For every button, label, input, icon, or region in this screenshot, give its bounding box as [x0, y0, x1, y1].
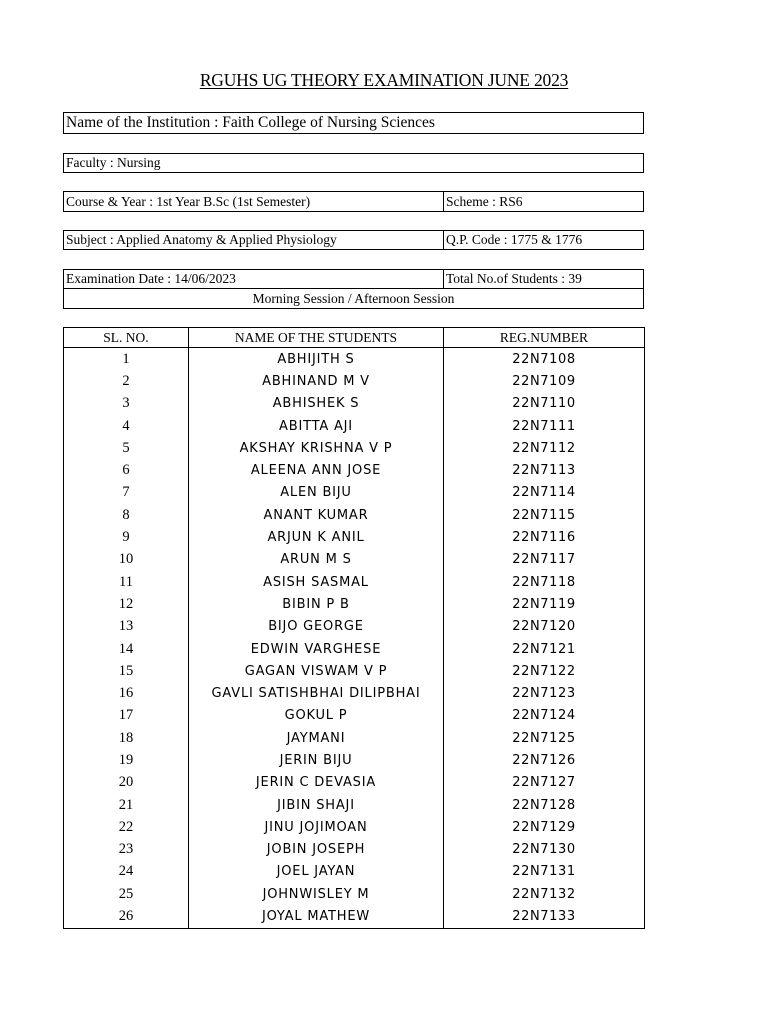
reg-number-cell: 22N7123 — [444, 682, 645, 704]
student-name-cell: JOBIN JOSEPH — [189, 839, 444, 861]
reg-number-cell: 22N7116 — [444, 526, 645, 548]
reg-number-cell: 22N7130 — [444, 839, 645, 861]
table-row — [64, 638, 645, 660]
student-name-cell: ASISH SASMAL — [189, 571, 444, 593]
sl-no-cell: 23 — [64, 839, 189, 861]
reg-number-cell: 22N7108 — [444, 348, 645, 371]
table-row — [64, 794, 645, 816]
reg-number-cell: 22N7113 — [444, 459, 645, 481]
session-label: Morning Session / Afternoon Session — [252, 291, 455, 306]
student-name-cell: JERIN C DEVASIA — [189, 772, 444, 794]
student-name-cell: ABHIJITH S — [189, 348, 444, 371]
student-name-cell: GAVLI SATISHBHAI DILIPBHAI — [189, 682, 444, 704]
reg-number-cell: 22N7126 — [444, 749, 645, 771]
exam-date-label: Examination Date : 14/06/2023 — [66, 271, 236, 286]
reg-number-cell: 22N7131 — [444, 861, 645, 883]
student-name-cell: JOYAL MATHEW — [189, 905, 444, 928]
table-row — [64, 393, 645, 415]
reg-number-cell: 22N7120 — [444, 616, 645, 638]
student-name-cell: JOEL JAYAN — [189, 861, 444, 883]
student-name-cell: JERIN BIJU — [189, 749, 444, 771]
student-name-cell: EDWIN VARGHESE — [189, 638, 444, 660]
table-row — [64, 437, 645, 459]
sl-no-cell: 5 — [64, 437, 189, 459]
subject-qpcode-row — [63, 230, 644, 250]
scheme-label: Scheme : RS6 — [443, 192, 643, 211]
reg-number-cell: 22N7110 — [444, 393, 645, 415]
sl-no-cell: 3 — [64, 393, 189, 415]
students-table — [63, 327, 645, 929]
reg-number-cell: 22N7128 — [444, 794, 645, 816]
sl-no-cell: 10 — [64, 549, 189, 571]
student-name-cell: BIBIN P B — [189, 593, 444, 615]
reg-number-cell: 22N7125 — [444, 727, 645, 749]
total-students-label: Total No.of Students : 39 — [443, 270, 643, 288]
reg-number-cell: 22N7109 — [444, 370, 645, 392]
table-row — [64, 705, 645, 727]
table-row — [64, 415, 645, 437]
sl-no-cell: 1 — [64, 348, 189, 371]
reg-number-cell: 22N7117 — [444, 549, 645, 571]
student-name-cell: AKSHAY KRISHNA V P — [189, 437, 444, 459]
reg-number-cell: 22N7112 — [444, 437, 645, 459]
student-name-cell: ARJUN K ANIL — [189, 526, 444, 548]
sl-no-cell: 16 — [64, 682, 189, 704]
reg-number-cell: 22N7119 — [444, 593, 645, 615]
student-name-cell: ANANT KUMAR — [189, 504, 444, 526]
sl-no-cell: 6 — [64, 459, 189, 481]
table-row — [64, 839, 645, 861]
student-name-cell: ALEENA ANN JOSE — [189, 459, 444, 481]
student-name-cell: BIJO GEORGE — [189, 616, 444, 638]
table-row — [64, 482, 645, 504]
student-name-cell: ABITTA AJI — [189, 415, 444, 437]
subject-label: Subject : Applied Anatomy & Applied Physiology — [66, 232, 337, 248]
sl-no-cell: 18 — [64, 727, 189, 749]
sl-no-cell: 22 — [64, 816, 189, 838]
student-name-cell: ABHISHEK S — [189, 393, 444, 415]
column-header-reg-number: REG.NUMBER — [444, 328, 645, 348]
student-name-cell: GAGAN VISWAM V P — [189, 660, 444, 682]
document-title: RGUHS UG THEORY EXAMINATION JUNE 2023 — [199, 70, 569, 90]
sl-no-cell: 8 — [64, 504, 189, 526]
table-row — [64, 816, 645, 838]
table-row — [64, 459, 645, 481]
institution-row — [63, 112, 644, 134]
student-name-cell: ABHINAND M V — [189, 370, 444, 392]
course-scheme-row — [63, 191, 644, 212]
reg-number-cell: 22N7127 — [444, 772, 645, 794]
sl-no-cell: 11 — [64, 571, 189, 593]
table-row — [64, 348, 645, 371]
table-row — [64, 883, 645, 905]
sl-no-cell: 25 — [64, 883, 189, 905]
table-row — [64, 504, 645, 526]
column-header-sl-no: SL. NO. — [64, 328, 189, 348]
course-year-label: Course & Year : 1st Year B.Sc (1st Semester) — [66, 193, 311, 209]
sl-no-cell: 13 — [64, 616, 189, 638]
faculty-row — [63, 153, 644, 173]
table-row — [64, 660, 645, 682]
reg-number-cell: 22N7133 — [444, 905, 645, 928]
sl-no-cell: 4 — [64, 415, 189, 437]
table-row — [64, 749, 645, 771]
institution-label: Name of the Institution : Faith College of Nursing Sciences — [66, 114, 435, 132]
table-row — [64, 905, 645, 928]
sl-no-cell: 7 — [64, 482, 189, 504]
faculty-label: Faculty : Nursing — [66, 155, 161, 171]
sl-no-cell: 17 — [64, 705, 189, 727]
table-row — [64, 772, 645, 794]
table-row — [64, 549, 645, 571]
sl-no-cell: 9 — [64, 526, 189, 548]
sl-no-cell: 21 — [64, 794, 189, 816]
sl-no-cell: 2 — [64, 370, 189, 392]
sl-no-cell: 20 — [64, 772, 189, 794]
table-header-row — [64, 328, 645, 348]
table-row — [64, 727, 645, 749]
sl-no-cell: 14 — [64, 638, 189, 660]
table-row — [64, 571, 645, 593]
table-row — [64, 526, 645, 548]
student-name-cell: JAYMANI — [189, 727, 444, 749]
reg-number-cell: 22N7115 — [444, 504, 645, 526]
reg-number-cell: 22N7122 — [444, 660, 645, 682]
column-header-name: NAME OF THE STUDENTS — [189, 328, 444, 348]
reg-number-cell: 22N7111 — [444, 415, 645, 437]
sl-no-cell: 15 — [64, 660, 189, 682]
reg-number-cell: 22N7129 — [444, 816, 645, 838]
table-row — [64, 682, 645, 704]
sl-no-cell: 24 — [64, 861, 189, 883]
reg-number-cell: 22N7132 — [444, 883, 645, 905]
reg-number-cell: 22N7118 — [444, 571, 645, 593]
student-name-cell: JIBIN SHAJI — [189, 794, 444, 816]
table-row — [64, 593, 645, 615]
student-name-cell: GOKUL P — [189, 705, 444, 727]
table-row — [64, 861, 645, 883]
table-row — [64, 616, 645, 638]
student-name-cell: JINU JOJIMOAN — [189, 816, 444, 838]
sl-no-cell: 26 — [64, 905, 189, 928]
reg-number-cell: 22N7121 — [444, 638, 645, 660]
table-row — [64, 370, 645, 392]
qp-code-label: Q.P. Code : 1775 & 1776 — [443, 231, 643, 249]
exam-info-box — [63, 269, 644, 309]
sl-no-cell: 12 — [64, 593, 189, 615]
reg-number-cell: 22N7124 — [444, 705, 645, 727]
sl-no-cell: 19 — [64, 749, 189, 771]
student-name-cell: ARUN M S — [189, 549, 444, 571]
student-name-cell: JOHNWISLEY M — [189, 883, 444, 905]
reg-number-cell: 22N7114 — [444, 482, 645, 504]
student-name-cell: ALEN BIJU — [189, 482, 444, 504]
